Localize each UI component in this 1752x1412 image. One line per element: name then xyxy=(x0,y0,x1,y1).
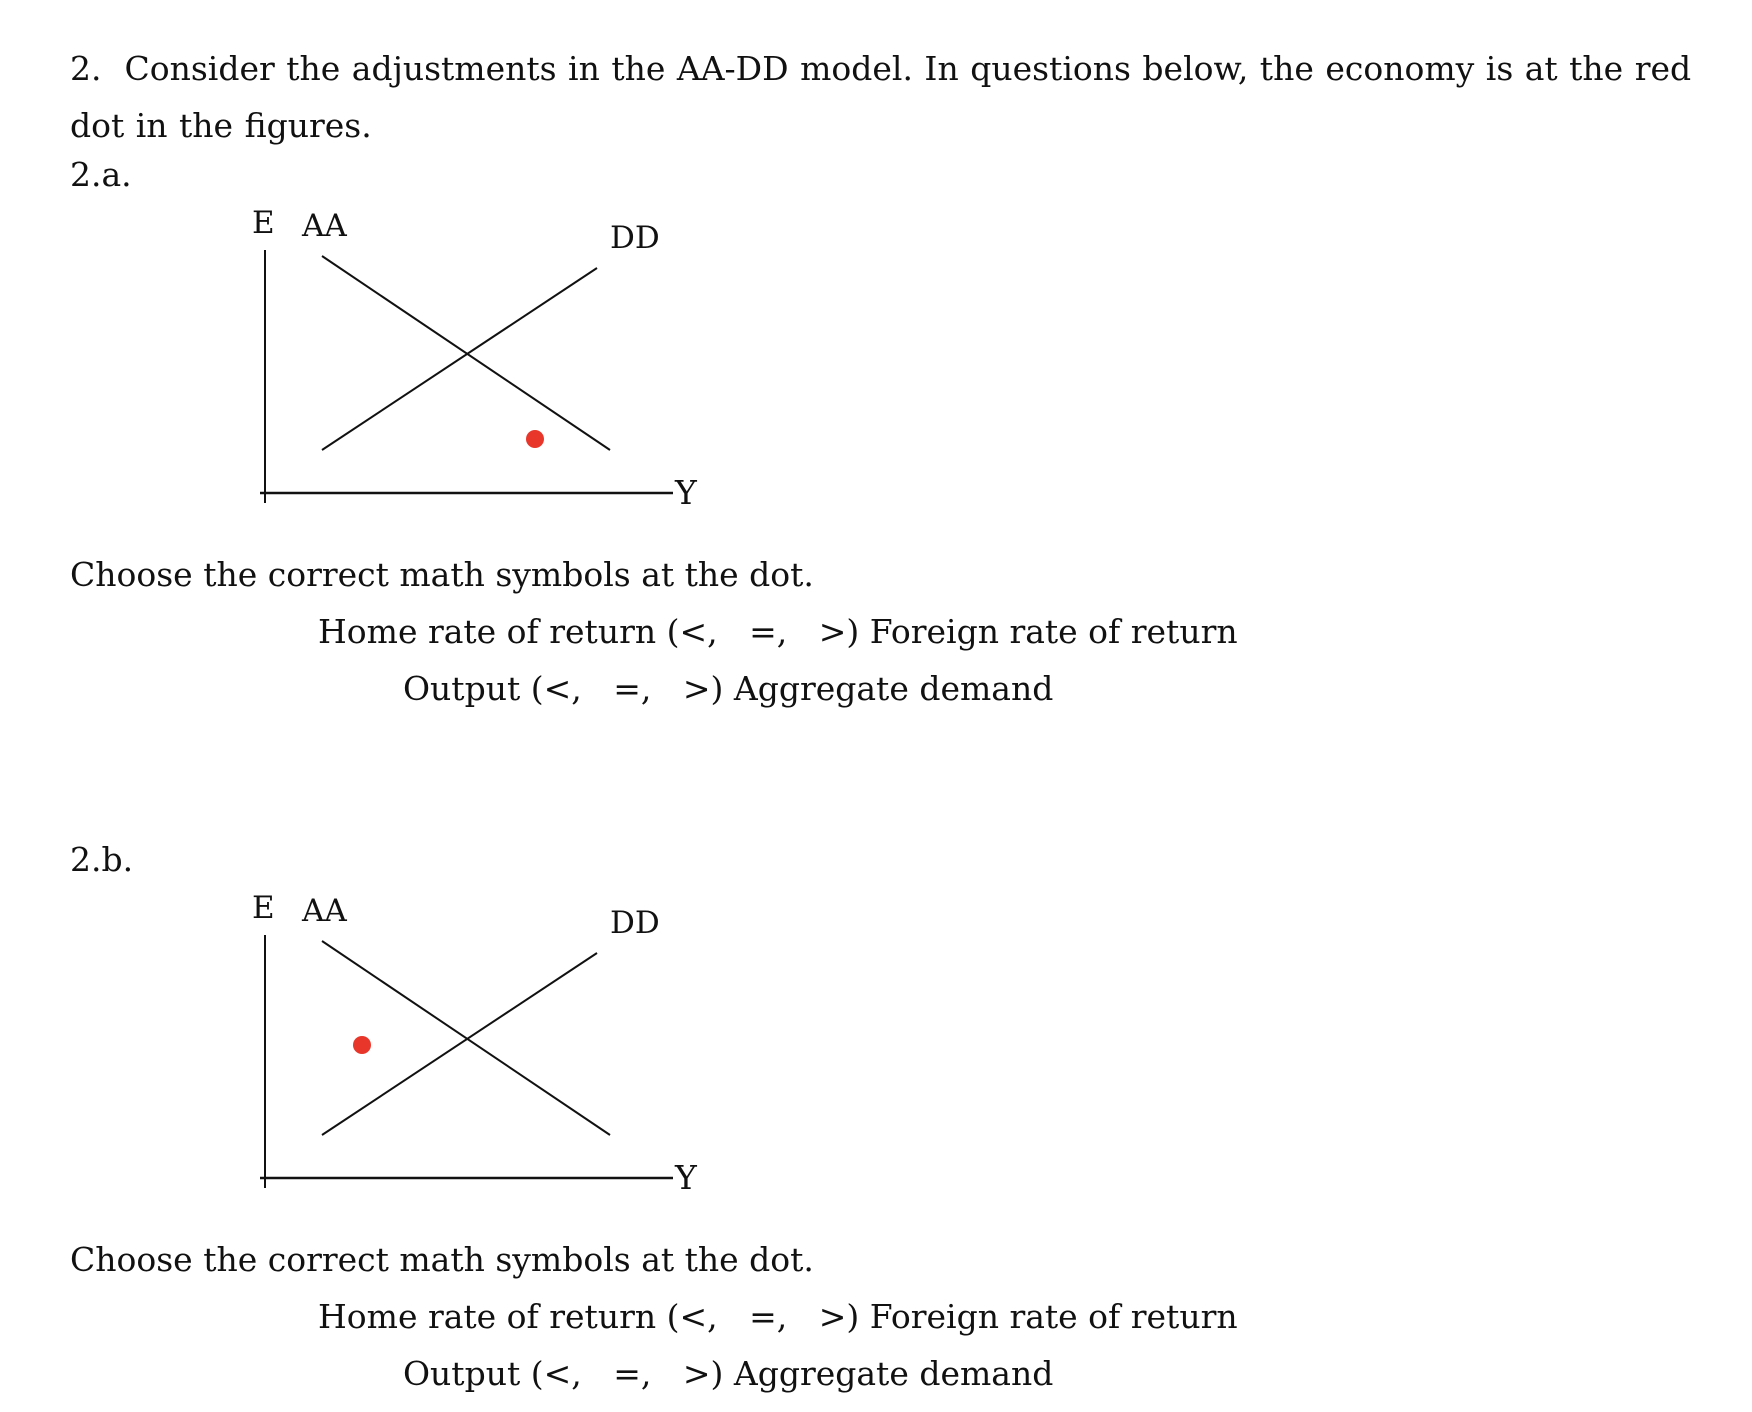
question-text: Consider the adjustments in the AA-DD model. In questions below, the economy is at the red dot in the figures. xyxy=(70,49,1692,145)
greater-than-option[interactable]: >) xyxy=(682,1354,724,1393)
dd-curve-label: DD xyxy=(610,905,660,941)
part-b-figure xyxy=(230,885,730,1205)
aggregate-demand-label: Aggregate demand xyxy=(733,1354,1054,1393)
aa-curve-label: AA xyxy=(302,893,347,929)
output-label: Output xyxy=(403,1354,521,1393)
part-a-label: 2.a. xyxy=(70,155,132,194)
open-paren: ( xyxy=(530,669,544,708)
equal-option[interactable]: =, xyxy=(613,669,652,708)
greater-than-option[interactable]: >) xyxy=(818,1297,860,1336)
less-than-option[interactable]: <, xyxy=(679,1297,718,1336)
aa-curve-label: AA xyxy=(302,208,347,244)
y-axis-label: Y xyxy=(675,1158,697,1197)
open-paren: ( xyxy=(530,1354,544,1393)
rate-home-label: Home rate of return xyxy=(318,1297,657,1336)
economy-red-dot xyxy=(526,430,544,448)
less-than-option[interactable]: <, xyxy=(543,1354,582,1393)
output-label: Output xyxy=(403,669,521,708)
equal-option[interactable]: =, xyxy=(749,1297,788,1336)
y-axis-label: Y xyxy=(675,473,697,512)
economy-red-dot xyxy=(353,1036,371,1054)
part-b-rate-choice xyxy=(318,1297,1238,1336)
equal-option[interactable]: =, xyxy=(749,612,788,651)
part-b-output-choice xyxy=(403,1354,1054,1393)
part-b-label: 2.b. xyxy=(70,840,134,879)
greater-than-option[interactable]: >) xyxy=(818,612,860,651)
part-b-prompt: Choose the correct math symbols at the dot. xyxy=(70,1240,814,1279)
rate-home-label: Home rate of return xyxy=(318,612,657,651)
open-paren: ( xyxy=(666,612,680,651)
less-than-option[interactable]: <, xyxy=(679,612,718,651)
greater-than-option[interactable]: >) xyxy=(682,669,724,708)
open-paren: ( xyxy=(666,1297,680,1336)
rate-foreign-label: Foreign rate of return xyxy=(869,1297,1238,1336)
e-axis-label: E xyxy=(252,890,275,926)
part-a-prompt: Choose the correct math symbols at the dot. xyxy=(70,555,814,594)
part-a-figure xyxy=(230,200,730,520)
dd-curve-label: DD xyxy=(610,220,660,256)
question-intro xyxy=(70,40,1730,154)
part-a-rate-choice xyxy=(318,612,1238,651)
rate-foreign-label: Foreign rate of return xyxy=(869,612,1238,651)
question-number: 2. xyxy=(70,49,102,88)
aggregate-demand-label: Aggregate demand xyxy=(733,669,1054,708)
part-a-output-choice xyxy=(403,669,1054,708)
less-than-option[interactable]: <, xyxy=(543,669,582,708)
equal-option[interactable]: =, xyxy=(613,1354,652,1393)
dd-curve xyxy=(322,268,597,450)
e-axis-label: E xyxy=(252,205,275,241)
